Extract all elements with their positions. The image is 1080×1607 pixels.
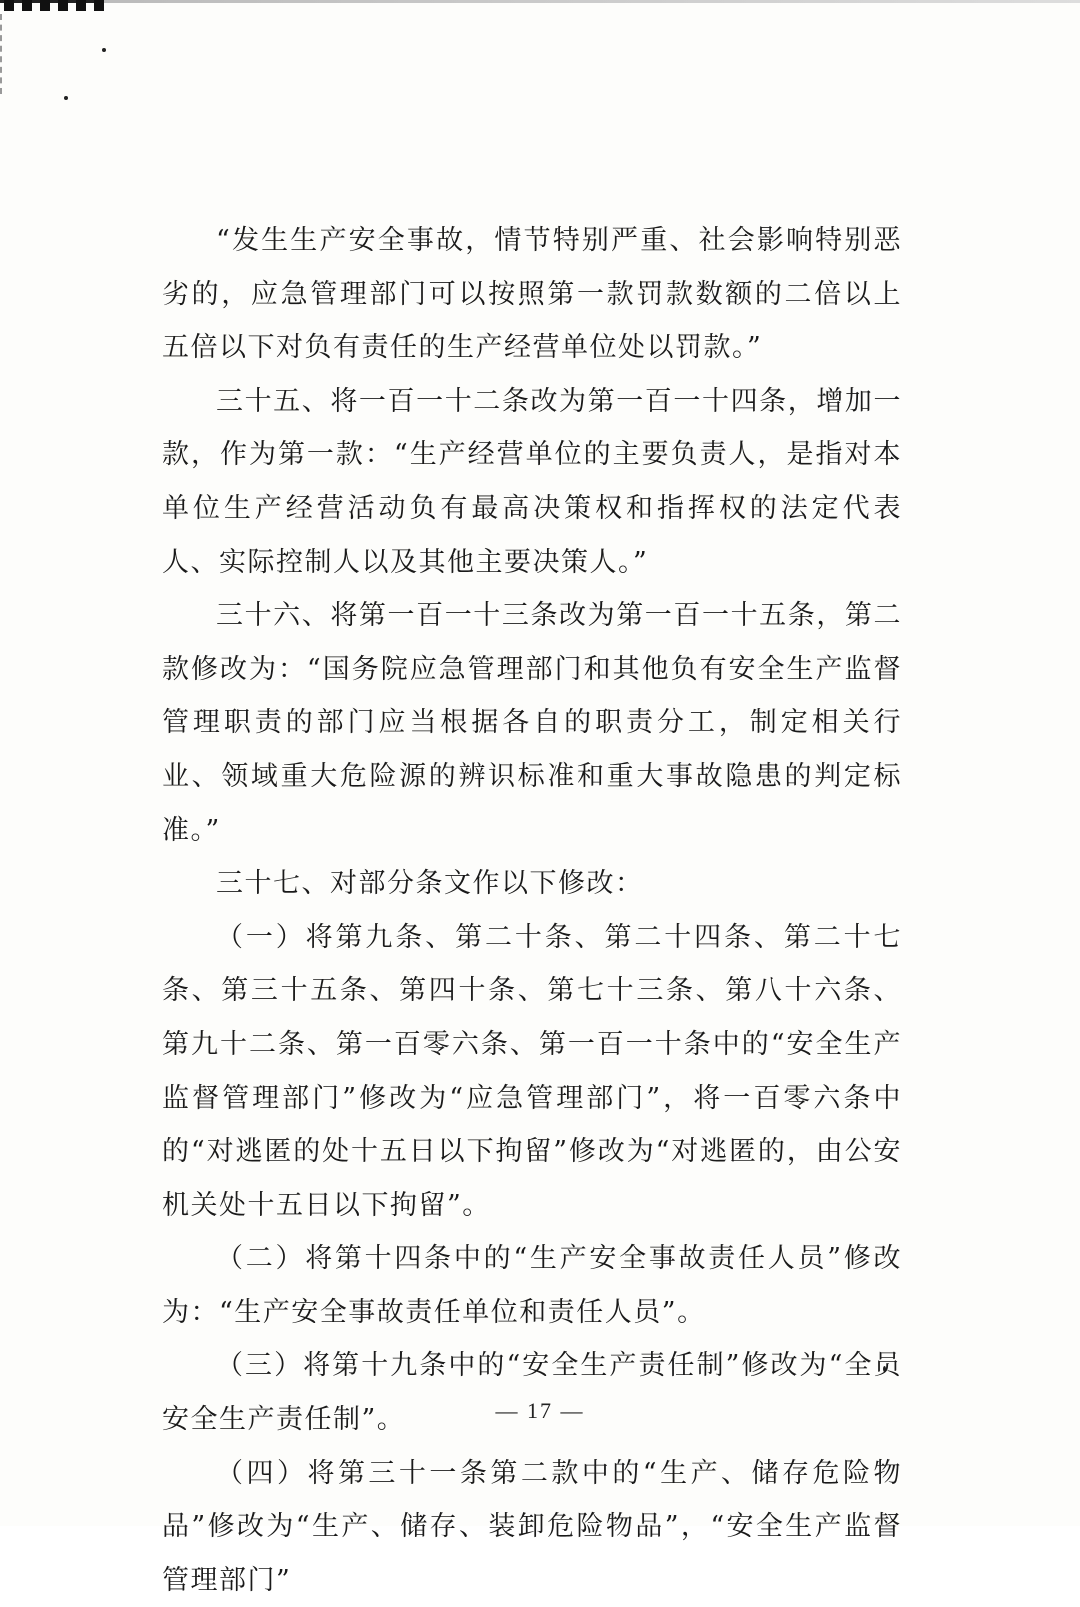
scan-speck <box>64 96 68 100</box>
paragraph: 三十七、对部分条文作以下修改： <box>216 868 644 900</box>
binding-marks <box>0 0 104 14</box>
scan-speck <box>102 48 106 52</box>
page-number: — 17 — <box>495 1398 585 1423</box>
scan-left-edge <box>0 14 12 94</box>
paragraph: （一）将第九条、第二十条、第二十四条、第二十七条、第三十五条、第四十条、第七十三条、第八十六条、第九十二条、第一百零六条、第一百一十条中的“安全生产监督管理部门”修改为“应急管理部门”，将一百零六条中的“对逃匿的处十五日以下拘留”修改为“对逃匿的，由公安机关处十五日以下拘留”。 <box>162 921 902 1221</box>
paragraph: （四）将第三十一条第二款中的“生产、储存危险物品”修改为“生产、储存、装卸危险物品”，“安全生产监督管理部门” <box>162 1457 902 1596</box>
paragraph: 三十六、将第一百一十三条改为第一百一十五条，第二款修改为：“国务院应急管理部门和其他负有安全生产监督管理职责的部门应当根据各自的职责分工，制定相关行业、领域重大危险源的辨识标准和重大事故隐患的判定标准。” <box>162 600 902 846</box>
paragraph: 三十五、将一百一十二条改为第一百一十四条，增加一款，作为第一款：“生产经营单位的主要负责人，是指对本单位生产经营活动负有最高决策权和指挥权的法定代表人、实际控制人以及其他主要决策人。” <box>162 385 902 578</box>
scan-top-edge <box>0 0 1080 3</box>
paragraph: （二）将第十四条中的“生产安全事故责任人员”修改为：“生产安全事故责任单位和责任人员”。 <box>162 1243 902 1328</box>
paragraph: “发生生产安全事故，情节特别严重、社会影响特别恶劣的，应急管理部门可以按照第一款罚款数额的二倍以上五倍以下对负有责任的生产经营单位处以罚款。” <box>162 225 902 364</box>
paragraph: （三）将第十九条中的“安全生产责任制”修改为“全员安全生产责任制”。 <box>162 1350 902 1436</box>
